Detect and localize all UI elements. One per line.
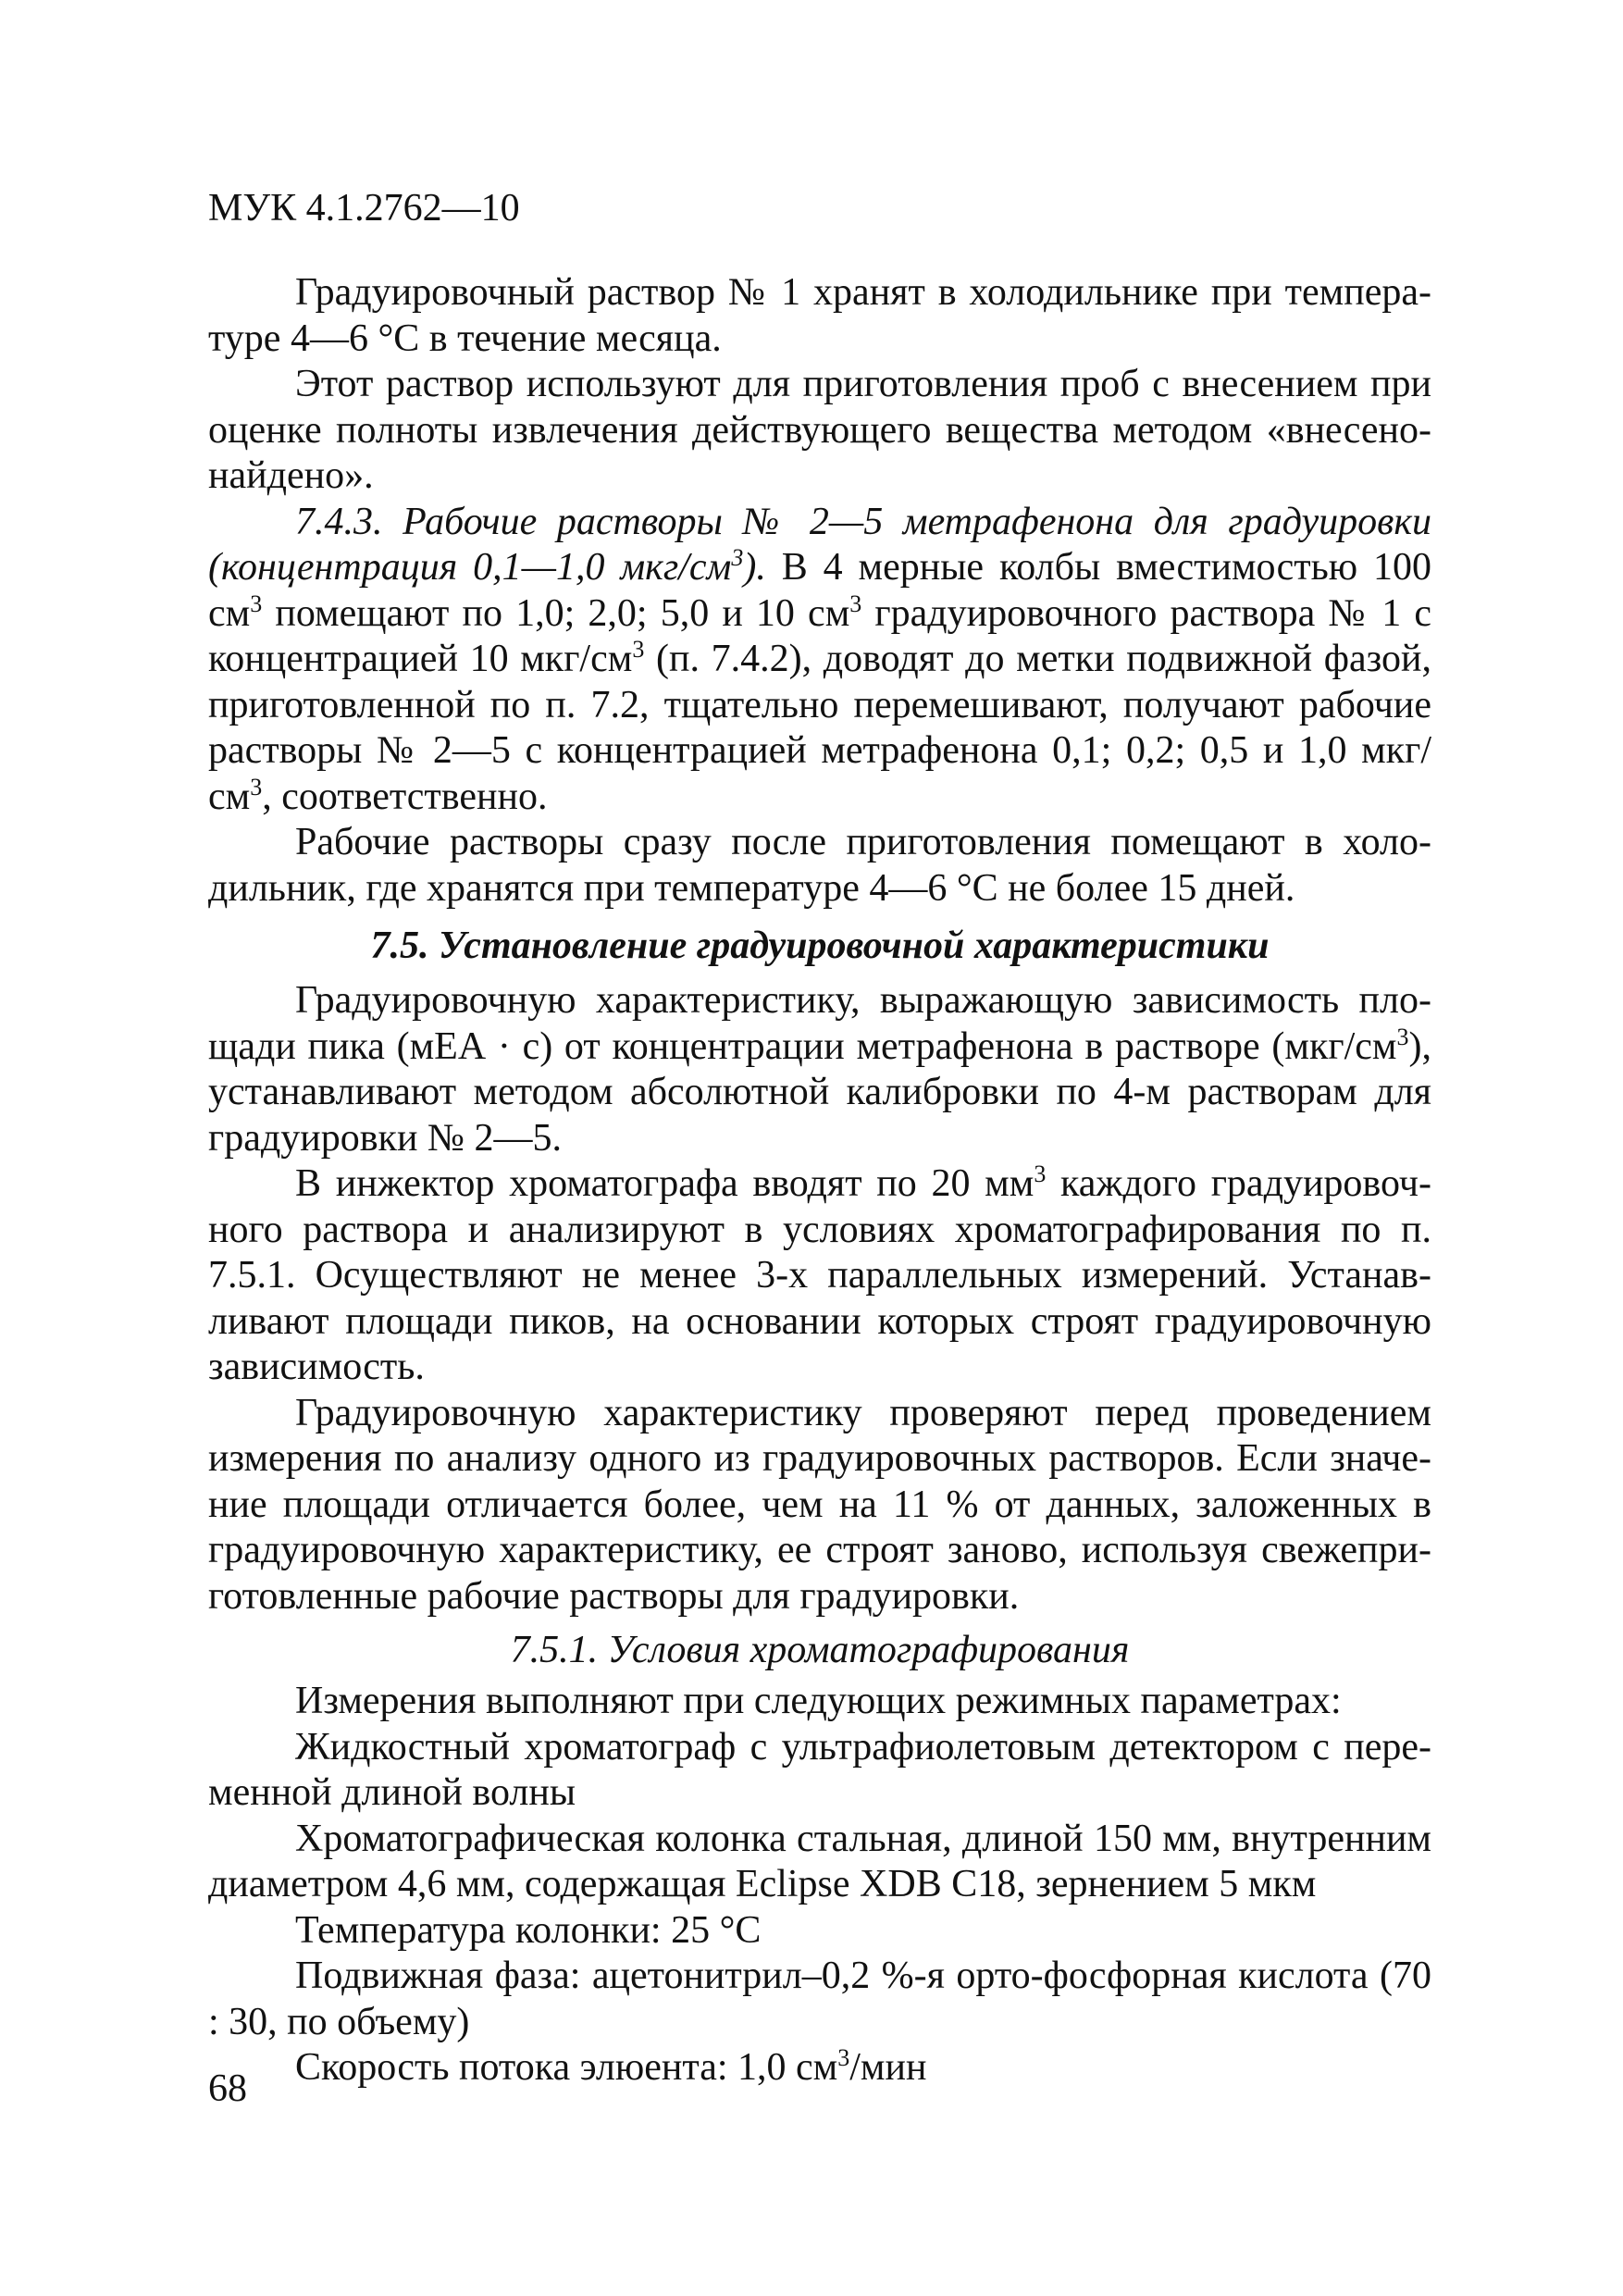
paragraph-working-solutions: 7.4.3. Рабочие растворы № 2—5 метрафенона для градуировки (концентрация 0,1—1,0 мкг/$см^3$). В 4 мерные колбы вместимостью 100 $см^3$ помещают по 1,0; 2,0; 5,0 и 10 $см^3$ градуировочного раствора № 1 с концентрацией 10 мкг/$см^3$ (п. 7.4.2), доводят до метки подвижной фазой, приготовленной по п. 7.2, тщательно перемешивают, получают рабочие растворы № 2—5 с концентрацией метрафенона 0,1; 0,2; 0,5 и 1,0 мкг/$см^3$, соответственно.: [208, 500, 1431, 818]
paragraph-flow-rate: Скорость потока элюента: 1,0 $см^3$/мин: [295, 2044, 927, 2089]
document-header: МУК 4.1.2762—10: [208, 187, 520, 230]
paragraph-column: Хроматографическая колонка стальная, длиной 150 мм, внутренним диаметром 4,6 мм, содержащая Eclipse XDB C18, зернением 5 мкм: [208, 1817, 1431, 1905]
paragraph-column-temperature: Температура колонки: 25 °С: [295, 1908, 762, 1952]
paragraph-working-storage: Рабочие растворы сразу после приготовления помещают в холодильник, где хранятся при температуре 4—6 °С не более 15 дней.: [208, 821, 1431, 910]
subsection-743-title: 7.4.3. Рабочие растворы № 2—5 метрафенона для градуировки (концентрация 0,1—1,0 мкг/$см^3$).: [208, 500, 1431, 589]
section-751-title: 7.5.1. Условия хроматографирования: [510, 1629, 1130, 1671]
document-page: [208, 185, 1431, 2091]
page-number: 68: [208, 2067, 247, 2110]
paragraph-storage-solution-1: Градуировочный раствор № 1 хранят в холодильнике при температуре 4—6 °С в течение месяца.: [208, 271, 1431, 360]
paragraph-measurement-params: Измерения выполняют при следующих режимных параметрах:: [295, 1680, 1342, 1722]
paragraph-calibration-check: Градуировочную характеристику проверяют перед проведением измерения по анализу одного из градуировочных растворов. Если значение площади отличается более, чем на 11 % от данных, заложенных в градуировочную характеристику, ее строят заново, используя свежеприготовленные рабочие растворы для градуировки.: [208, 1391, 1431, 1618]
paragraph-chromatograph: Жидкостный хроматограф с ультрафиолетовым детектором с переменной длиной волны: [208, 1725, 1431, 1814]
paragraph-usage-solution-1: Этот раствор используют для приготовления проб с внесением при оценке полноты извлечения действующего вещества методом «внесено-найдено».: [208, 363, 1431, 497]
paragraph-mobile-phase: Подвижная фаза: ацетонитрил–0,2 %-я орто-фосфорная кислота (70 : 30, по объему): [208, 1955, 1431, 2043]
paragraph-calibration-characteristic: Градуировочную характеристику, выражающую зависимость площади пика (мЕА · с) от концентрации метрафенона в растворе $(мкг/см^3)$, устанавливают методом абсолютной калибровки по 4-м растворам для градуировки № 2—5.: [208, 979, 1431, 1160]
paragraph-injection: В инжектор хроматографа вводят по 20 $мм^3$ каждого градуировочного раствора и анализируют в условиях хроматографирования по п. 7.5.1. Осуществляют не менее 3-х параллельных измерений. Устанавливают площади пиков, на основании которых строят градуировочную зависимость.: [208, 1160, 1431, 1388]
section-75-title: 7.5. Установление градуировочной характеристики: [370, 925, 1270, 967]
